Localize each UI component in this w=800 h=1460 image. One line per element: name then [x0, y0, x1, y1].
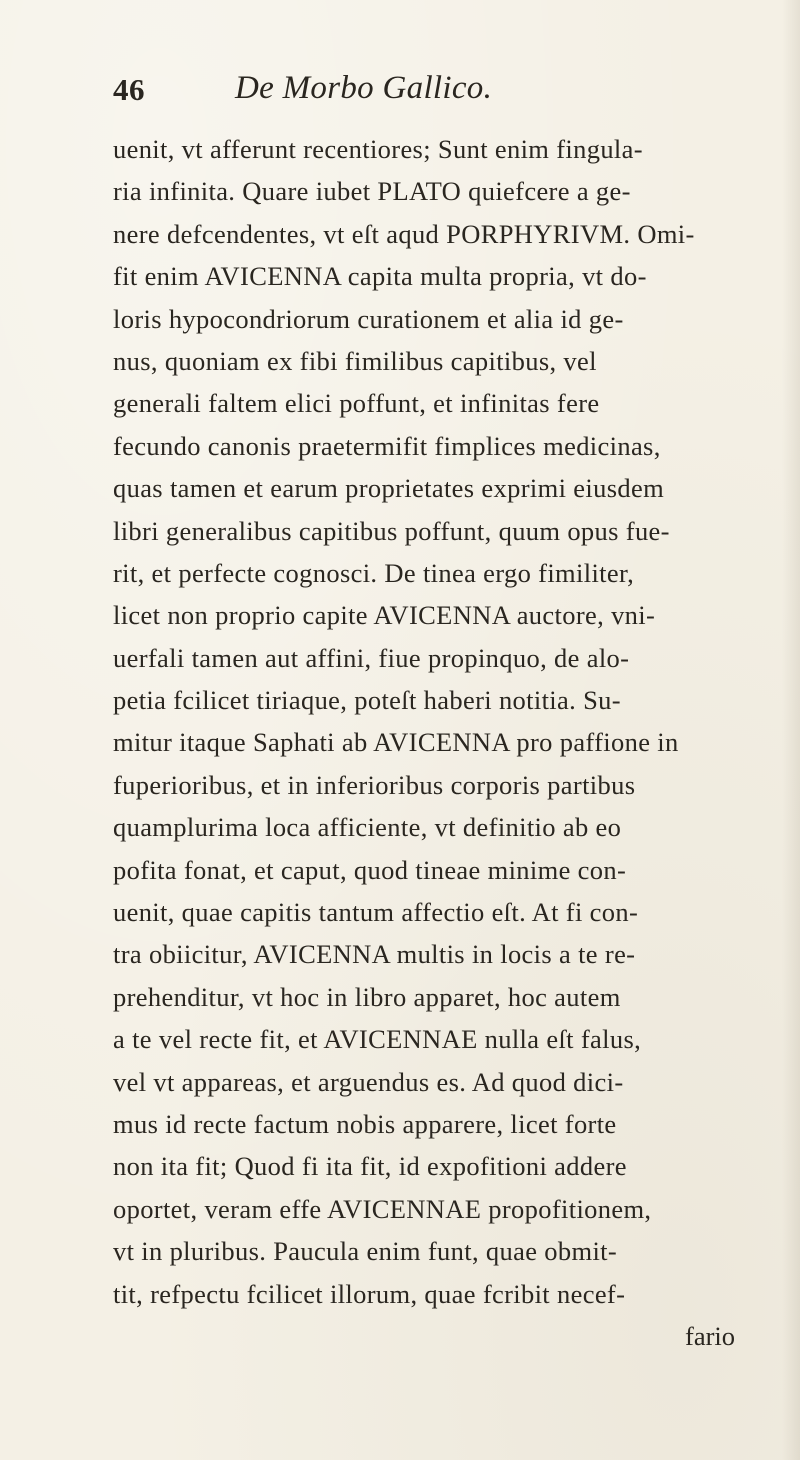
- text-line: generali faltem elici poffunt, et infinitas fere: [113, 388, 600, 419]
- text-line: ria infinita. Quare iubet PLATO quiefcere a ge-: [113, 176, 631, 207]
- text-line: uenit, vt afferunt recentiores; Sunt enim fingula-: [113, 134, 643, 164]
- text-line: uenit, quae capitis tantum affectio eſt. At fi con-: [113, 897, 639, 928]
- text-line: quas tamen et earum proprietates exprimi eiusdem: [113, 473, 665, 504]
- text-line: oportet, veram effe AVICENNAE propofitionem,: [113, 1193, 652, 1224]
- text-line: licet non proprio capite AVICENNA auctore, vni-: [113, 600, 656, 631]
- text-line: quamplurima loca afficiente, vt definitio ab eo: [113, 812, 622, 843]
- text-line: rit, et perfecte cognosci. De tinea ergo fimiliter,: [113, 557, 635, 588]
- text-line: mus id recte factum nobis apparere, licet forte: [113, 1108, 617, 1139]
- text-line: vt in pluribus. Paucula enim funt, quae obmit-: [113, 1236, 618, 1267]
- text-line: loris hypocondriorum curationem et alia id ge-: [113, 303, 624, 334]
- body-text: [113, 128, 773, 1357]
- text-line: fecundo canonis praetermifit fimplices medicinas,: [113, 430, 661, 461]
- text-line: vel vt appareas, et arguendus es. Ad quod dici-: [113, 1066, 624, 1097]
- text-line: prehenditur, vt hoc in libro apparet, hoc autem: [113, 981, 621, 1012]
- text-line: pofita fonat, et caput, quod tineae minime con-: [113, 854, 627, 885]
- text-line: fuperioribus, et in inferioribus corporis partibus: [113, 769, 636, 800]
- text-line: tit, refpectu fcilicet illorum, quae fcribit necef-: [113, 1278, 626, 1309]
- text-line: petia fcilicet tiriaque, poteſt haberi notitia. Su-: [113, 685, 621, 716]
- page-header: [113, 70, 673, 114]
- text-line: nere defcendentes, vt eſt aqud PORPHYRIVM. Omi-: [113, 218, 695, 249]
- page-edge-shadow: [782, 0, 800, 1460]
- catchword: fario: [685, 1320, 736, 1351]
- text-line: libri generalibus capitibus poffunt, quum opus fue-: [113, 515, 670, 546]
- page-number: 46: [113, 72, 145, 107]
- text-line: fit enim AVICENNA capita multa propria, vt do-: [113, 261, 647, 292]
- text-line: a te vel recte fit, et AVICENNAE nulla eſt falus,: [113, 1024, 642, 1055]
- text-line: tra obiicitur, AVICENNA multis in locis a te re-: [113, 939, 636, 970]
- text-line: nus, quoniam ex fibi fimilibus capitibus, vel: [113, 345, 597, 376]
- text-line: uerfali tamen aut affini, fiue propinquo, de alo-: [113, 642, 630, 673]
- running-title: De Morbo Gallico.: [235, 70, 493, 106]
- text-line: non ita fit; Quod fi ita fit, id expofitioni addere: [113, 1151, 627, 1182]
- text-line: mitur itaque Saphati ab AVICENNA pro paffione in: [113, 727, 679, 758]
